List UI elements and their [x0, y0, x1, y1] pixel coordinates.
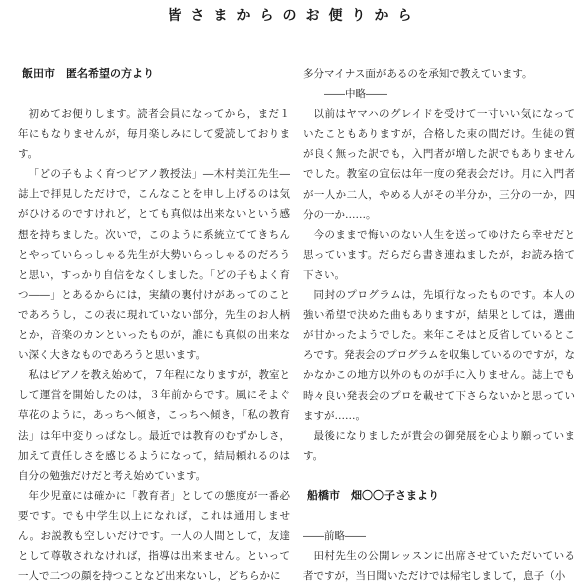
heading-gap — [18, 84, 290, 104]
letter-paragraph: 初めてお便りします。読者会員になってから，まだ１年にもなりませんが，毎月楽しみにして愛読しております。 — [18, 108, 290, 161]
letter-paragraph: 「どの子もよく育つピアノ教授法」―木村美江先生―誌上で拝見しただけで，こんなことを申し上げるのは気がひけるのですけれど，とても真似は出来ないという感想を持ちました。次いで，このように系統立ててきちんとやっていらっしゃる先生が大勢いらっしゃるのだろうと思い，すっかり自信をなくしました。「どの子もよく育つ――」とあるからには，実績の裏付けがあってのことであろうし，この表に現れていない部分，先生のお人柄とか，音楽のカンといったものが，誰にも真似の出来ない深く大きなものであろうと思います。 — [18, 168, 290, 362]
letter-paragraph: 田村先生の公開レッスンに出席させていただいている者ですが，当日聞いただけでは帰宅しまして，息子（小 — [303, 549, 575, 583]
column-divider — [290, 64, 291, 524]
letter-author-heading: 飯田市 匿名希望の方より — [22, 67, 154, 80]
letter-paragraph: 最後になりましたが貴会の御発展を心より願っています。 — [303, 429, 575, 462]
letter-paragraph: 以前はヤマハのグレイドを受けて一寸いい気になっていたこともありますが，合格した束の間だけ。生徒の質が良く無った訳でも，入門者が増した訳でもありませんでした。教室の宣伝は年一度の発表会だけ。月に入門者が一人か二人，やめる人がその半分か，三分の一か，四分の一か……。 — [303, 108, 575, 221]
left-column — [18, 64, 290, 586]
omission-marker: ――前略―― — [303, 529, 366, 542]
right-column — [303, 64, 575, 586]
letter-paragraph: 私はピアノを教え始めて，７年程になりますが，教室として運営を開始したのは，３年前からです。風にそよぐ草花のように，あっちへ傾き，こっちへ傾き，「私の教育法」は年中変りっぱなし。最近では教育のむずかしさ，加えて責任しさを感じるようになって，結局頼れるのは自分の勉強だけだと考え始めています。 — [18, 369, 290, 482]
letter-paragraph: 年少児童には確かに「教育者」としての態度が一番必要です。でも中学生以上になれば，これは通用しません。お説教も空しいだけです。一人の人間として，友達として尊敬されなければ，指導は出来ません。といって一人で二つの顔を持つことなど出来ないし，どちらかに — [18, 489, 290, 583]
omission-marker: ――中略―― — [324, 88, 387, 101]
letter-paragraph: 同封のプログラムは，先頃行なったものです。本人の強い希望で決めた曲もありますが，結果としては，選曲が甘かったようでした。来年こそはと反省しているところです。発表会のプログラムを収集しているのですが，なかなかこの地方以外のものが手に入りません。誌上でも時々良い発表会のプロを載せて下さらないかと思っていますが……。 — [303, 289, 575, 422]
section-spacer — [303, 466, 575, 486]
page-title: 皆さまからのお便りから — [167, 8, 421, 24]
letter-paragraph: 多分マイナス面があるのを承知で教えています。 — [303, 68, 533, 80]
letter-author-heading: 船橋市 畑〇〇子さまより — [307, 488, 439, 502]
letter-paragraph: 今のままで悔いのない人生を送ってゆけたら幸せだと思っています。だらだら書き連ねましたが，お読み捨て下さい。 — [303, 228, 575, 281]
section-spacer — [303, 506, 575, 526]
